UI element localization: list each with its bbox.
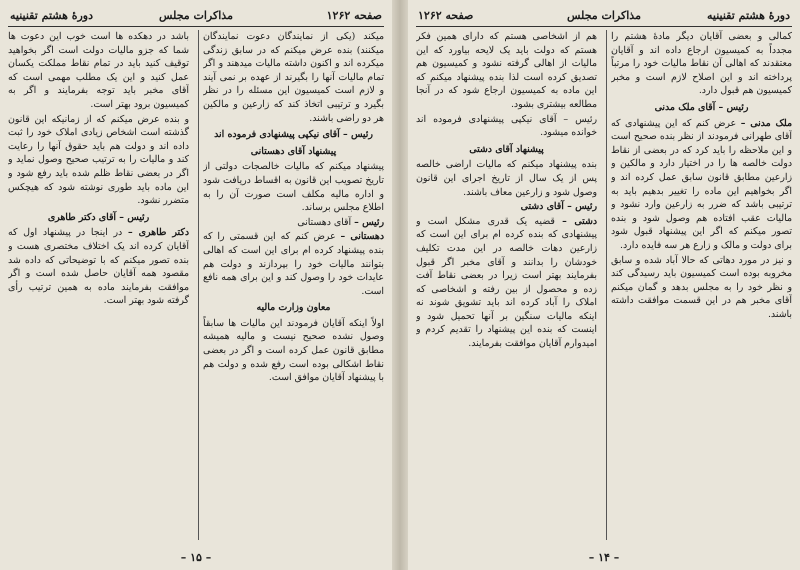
- column-divider: [606, 30, 607, 540]
- speaker-name: رئیس – آقای دشتی: [520, 201, 597, 213]
- paragraph-text: عرض کنم که این پیشنهادی که آقای طهرانی فرمودند از نظر بنده صحیح است و این ملاحظه را باید کرد که در بعضی از نقاط دولت خالصه ها را در اختیار دارد و مالکین و زارعین مطابق قانون سابق عمل کرده اند و اگر بخواهیم این ماده را تغییر بدهیم باید به ترتیبی باشد که ضرر به زارعین وارد نشود و مالیات عقب افتاده هم وصول شود و بنده تصور میکنم که اگر این پیشنهاد قبول شود برای دولت و مالک و زارع هر سه فایده دارد.: [611, 117, 792, 251]
- session-label: دورهٔ هشتم تقنینیه: [10, 9, 93, 22]
- right-page-columns: [416, 30, 792, 540]
- paragraph: [203, 30, 384, 125]
- paragraph-text: قضیه یک قدری مشکل است و پیشنهادی که بنده کرده ام برای این است که زارعین دهات خالصه در این مدت تکلیف خودشان را بدانند و آقای مخبر اگر قبول بفرمایند بهتر است زیرا در بعضی نقاط آفت زده و محصول از بین رفته و اشخاصی که املاک را آباد کرده اند باید تشویق شوند نه اینکه مالیات سنگین بر آنها تحمیل شود و اینست که بنده این پیشنهاد را تقدیم کردم و امیدوارم آقایان موافقت بفرمایند.: [416, 215, 597, 350]
- section-heading: رئیس – آقای ملک مدنی: [654, 101, 749, 113]
- paragraph-text: اولاً اینکه آقایان فرمودند این مالیات ها سابقاً وصول نشده صحیح نیست و مالیه همیشه مطابق قانون عمل کرده است و اگر در بعضی نقاط اشکالی بوده است رفع شده و دولت هم با پیشنهاد آقایان موافق است.: [203, 317, 384, 384]
- left-page: [0, 0, 392, 570]
- paragraph: [416, 215, 597, 351]
- session-label: دورهٔ هشتم تقنینیه: [707, 9, 790, 22]
- paragraph: [611, 254, 792, 322]
- publication-title: مذاکرات مجلس: [159, 9, 233, 22]
- paragraph: [416, 200, 597, 214]
- speaker-name: دهستانی –: [340, 231, 384, 243]
- section-heading: پیشنهاد آقای دهستانی: [250, 145, 337, 157]
- paragraph-text: کمالی و بعضی آقایان دیگر مادهٔ هشتم را مجدداً به کمیسیون ارجاع داده اند و آقایان معتقدند که اهالی آن نقاط مالیات خود را مرتباً پرداخته اند و این اصلاح لازم است و مخبر کمیسیون هم قبول دارد.: [611, 31, 792, 97]
- paragraph: [203, 216, 384, 230]
- right-page-header: [416, 6, 792, 27]
- section-heading: رئیس – آقای دکتر طاهری: [47, 211, 150, 223]
- section-heading: پیشنهاد آقای دشتی: [469, 143, 544, 155]
- speaker-name: دکتر طاهری –: [127, 227, 189, 239]
- page-number-label: صفحه ۱۲۶۲: [418, 9, 474, 22]
- left-page-columns: [8, 30, 384, 540]
- paragraph-text: در اینجا در پیشنهاد اول که آقایان کرده اند یک اختلاف مختصری هست و بنده تصور میکنم که با توضیحاتی که داده شد مقصود همه آقایان حاصل شده است و اگر موافقت بفرمایند ماده به همین ترتیب رأی گرفته شود بهتر است.: [8, 227, 189, 307]
- page-gutter: [392, 0, 408, 570]
- paragraph-text: رئیس – آقای نیکپی پیشنهادی فرموده اند خوانده میشود.: [416, 113, 597, 139]
- page-number-label: صفحه ۱۲۶۲: [326, 9, 382, 22]
- paragraph-text: هم از اشخاصی هستم که دارای همین فکر هستم که دولت باید یک لایحه بیاورد که این مالیات از اهالی گرفته نشود و کمیسیون هم تصدیق کرده است لذا بنده پیشنهاد میکنم که این ماده به کمیسیون ارجاع شود که در آنجا مطالعه بیشتری بشود.: [416, 31, 597, 110]
- paragraph-text: میکند (یکی از نمایندگان دعوت نمایندگان میکنند) بنده عرض میکنم که در سابق زندگی میکرده اند و اکنون داشته مالیات میدهند و اگر تمام مالیات آنها را بگیرند از عهده بر نمی آیند و لازم است کمیسیون این مسئله را در نظر بگیرد و ترتیبی اتخاذ کند که زارعین و مالکین هر دو راضی باشند.: [203, 31, 384, 124]
- paragraph: [203, 230, 384, 298]
- paragraph: [203, 160, 384, 214]
- left-page-header: [8, 6, 384, 27]
- paragraph-text: عرض کنم که این قسمتی را که بنده پیشنهاد کرده ام برای این است که اهالی بتوانند مالیات خود را بپردازند و دولت هم عایدات خود را وصول کند و این برای همه نافع است.: [203, 231, 384, 297]
- text-column: [416, 30, 597, 540]
- paragraph-text: بنده پیشنهاد میکنم که مالیات اراضی خالصه پس از یک سال از تاریخ اجرای این قانون وصول شود و زارعین معاف باشند.: [416, 159, 597, 198]
- folio: – ۱۴ –: [588, 551, 620, 564]
- speaker-name: ملک مدنی –: [740, 117, 792, 129]
- paragraph: [416, 113, 597, 140]
- speaker-name: دشتی –: [562, 215, 597, 227]
- paragraph-text: باشد در دهکده ها است خوب این دعوت ها شما که جزو مالیات دولت است اگر بخواهید توقیف کنید باید در تمام نقاط مملکت یکسان عمل کنید و این یک مطلب مهمی است که آقای مخبر باید توجه بفرمایند و اگر به کمیسیون برود بهتر است.: [8, 31, 189, 110]
- folio: – ۱۵ –: [180, 551, 212, 564]
- right-page: [408, 0, 800, 570]
- paragraph: [611, 117, 792, 253]
- paragraph: [416, 158, 597, 199]
- paragraph: [203, 317, 384, 385]
- text-column: [203, 30, 384, 540]
- paragraph-text: و نیز در مورد دهاتی که حالا آباد شده و سابق مخروبه بوده است کمیسیون باید رسیدگی کند و نظر خود را به مجلس بدهد و گمان میکنم آقای مخبر هم در این قسمت موافقت داشته باشند.: [611, 254, 792, 320]
- paragraph-text: آقای دهستانی: [297, 216, 352, 228]
- section-heading: معاون وزارت مالیه: [256, 302, 331, 314]
- paragraph-text: و بنده عرض میکنم که از زمانیکه این قانون گذشته است اشخاص زیادی املاک خود را ثبت داده اند و دولت هم باید حقوق آنها را رعایت کند و مالیات را به ترتیب صحیح وصول نماید و اگر در بعضی نقاط ظلم شده باید رفع شود و این ماده باید طوری نوشته شود که هیچکس متضرر نشود.: [8, 113, 189, 207]
- paragraph: [8, 226, 189, 308]
- paragraph-text: پیشنهاد میکنم که مالیات خالصجات دولتی از تاریخ تصویب این قانون به اقساط دریافت شود و اداره مالیه مکلف است صورت آن را به اطلاع مجلس برساند.: [203, 161, 384, 214]
- publication-title: مذاکرات مجلس: [567, 9, 641, 22]
- speaker-name: رئیس –: [354, 216, 384, 228]
- paragraph: [8, 113, 189, 208]
- text-column: [611, 30, 792, 540]
- paragraph: [416, 30, 597, 112]
- text-column: [8, 30, 189, 540]
- section-heading: رئیس – آقای نیکپی پیشنهادی فرموده اند: [214, 129, 373, 141]
- paragraph: [611, 30, 792, 98]
- paragraph: [8, 30, 189, 112]
- column-divider: [198, 30, 199, 540]
